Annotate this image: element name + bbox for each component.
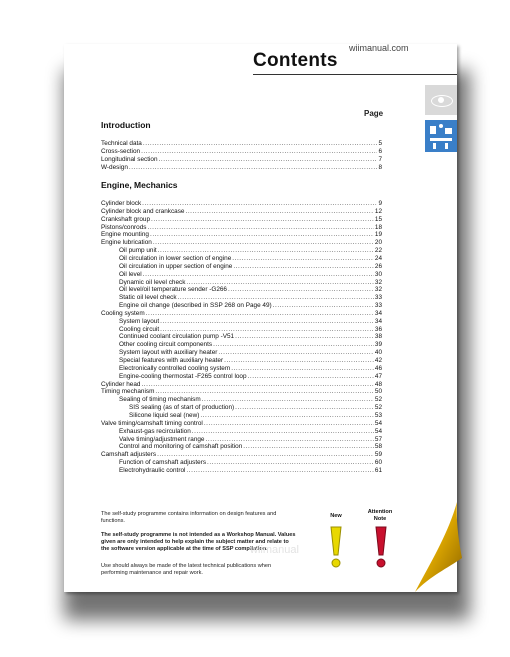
toc-entry-label: Continued coolant circulation pump -V51 (119, 333, 235, 341)
toc-entry-page: 8 (378, 163, 382, 171)
toc-entry-label: Longitudinal section (101, 155, 158, 163)
toc-entry-page: 34 (374, 317, 382, 325)
toc-entry[interactable] (119, 466, 382, 475)
toc-entry-label: Oil circulation in upper section of engine (119, 262, 233, 270)
toc-entry-page: 33 (374, 294, 382, 302)
attention-label: Attention Note (367, 509, 393, 522)
footer-advice: Use should always be made of the latest technical publications when performing maintenance and repair work. (101, 563, 272, 576)
toc-entry-label: Engine oil change (described in SSP 268 on Page 49) (119, 302, 272, 310)
toc-entry-label: Function of camshaft adjusters (119, 459, 207, 467)
toc-entry-page: 52 (374, 404, 382, 412)
toc-entry-page: 20 (374, 239, 382, 247)
toc-entry-page: 42 (374, 357, 382, 364)
toc-entry-page: 54 (374, 419, 382, 427)
header-rule (253, 74, 457, 75)
toc-entry-label: Electrohydraulic control (119, 466, 186, 474)
toc-entry-label: Cylinder head (101, 380, 141, 388)
toc-entry-label: Valve timing/camshaft timing control (101, 419, 203, 427)
toc-entry-page: 5 (378, 140, 382, 147)
toc-entry-page: 6 (378, 147, 382, 155)
toc-entry-page: 15 (374, 215, 382, 223)
toc-entry-label: Technical data (101, 140, 142, 147)
toc-entry-page: 46 (374, 364, 382, 372)
toc-entry-page: 50 (374, 388, 382, 396)
eye-icon (425, 85, 457, 115)
toc-entry-label: Static oil level check (119, 294, 177, 302)
toc-entry-label: W-design (101, 163, 128, 171)
toc-entry-label: Oil pump unit (119, 247, 157, 255)
toc-entry-label: Exhaust-gas recirculation (119, 427, 191, 435)
workshop-icon (425, 120, 457, 152)
footer-notice: The self-study programme is not intended as a Workshop Manual. Values given are only intended to help explain the subject matter and relate to the software version applicable at the time of SSP compilation. (101, 532, 296, 552)
toc-entry-label: Dynamic oil level check (119, 278, 186, 286)
toc-entry-page: 19 (374, 231, 382, 239)
toc-entry-page: 52 (374, 396, 382, 404)
watermark-overlay: wiimanual (250, 544, 299, 556)
toc-entry-page: 9 (378, 200, 382, 207)
toc-entry-label: SIS sealing (as of start of production) (129, 404, 235, 412)
toc-entry-label: Control and monitoring of camshaft position (119, 443, 243, 451)
toc-entry-label: Engine mounting (101, 231, 149, 239)
toc-entry-page: 32 (374, 286, 382, 294)
page-title: Contents (253, 50, 338, 71)
toc-entry-page: 34 (374, 309, 382, 317)
toc-entry-page: 18 (374, 223, 382, 231)
toc-entry-page: 53 (374, 411, 382, 419)
toc-entry-page: 61 (374, 466, 382, 474)
toc-entry-label: Timing mechanism (101, 388, 155, 396)
footer-intro: The self-study programme contains information on design features and functions. (101, 511, 277, 524)
toc-entry-label: Oil circulation in lower section of engine (119, 254, 232, 262)
toc-entry-label: Special features with auxiliary heater (119, 357, 224, 364)
toc-entry-page: 30 (374, 270, 382, 278)
toc-entry-label: Sealing of timing mechanism (119, 396, 201, 404)
toc-entry-label: Oil level (119, 270, 142, 278)
toc-entry-page: 40 (374, 349, 382, 357)
toc-entry-page: 59 (374, 451, 382, 459)
toc-entry-label: Other cooling circuit components (119, 341, 213, 349)
attention-exclamation-icon (370, 525, 392, 570)
toc-entry-page: 7 (378, 155, 382, 163)
toc-leader-dots (186, 466, 373, 475)
toc-entry-page: 12 (374, 207, 382, 215)
toc-entry-label: Electronically controlled cooling system (119, 364, 231, 372)
toc-entry-label: Cylinder block and crankcase (101, 207, 185, 215)
toc-entry-page: 33 (374, 302, 382, 310)
toc-entry-page: 58 (374, 443, 382, 451)
toc-entry-page: 24 (374, 254, 382, 262)
toc-leader-dots (129, 163, 378, 172)
toc-entry-label: System layout with auxiliary heater (119, 349, 218, 357)
toc-entry-label: Camshaft adjusters (101, 451, 157, 459)
toc-entry-page: 32 (374, 278, 382, 286)
toc-entry-label: Cylinder block (101, 200, 142, 207)
toc-entry-label: Cooling circuit (119, 325, 160, 333)
toc-entry-page: 38 (374, 333, 382, 341)
toc-entry-label: Crankshaft group (101, 215, 151, 223)
toc-entry-page: 60 (374, 459, 382, 467)
section-title-engine-mechanics: Engine, Mechanics (101, 180, 178, 190)
toc-entry-page: 39 (374, 341, 382, 349)
page-curl-icon (410, 498, 470, 598)
toc-entry-page: 54 (374, 427, 382, 435)
watermark-site: wiimanual.com (349, 43, 409, 53)
toc-entry-label: Pistons/conrods (101, 223, 147, 231)
page-column-label: Page (364, 109, 384, 118)
toc-entry-page: 57 (374, 435, 382, 443)
toc-entry-page: 22 (374, 247, 382, 255)
toc-entry[interactable] (101, 163, 382, 172)
toc-entry-label: System layout (119, 317, 160, 325)
toc-entry-page: 26 (374, 262, 382, 270)
toc-entry-label: Valve timing/adjustment range (119, 435, 205, 443)
toc-entry-label: Cross-section (101, 147, 141, 155)
new-exclamation-icon (325, 525, 347, 570)
toc-entry-page: 48 (374, 380, 382, 388)
toc-entry-label: Oil level/oil temperature sender -G266 (119, 286, 227, 294)
toc-entry-label: Engine lubrication (101, 239, 152, 247)
toc-entry-page: 36 (374, 325, 382, 333)
toc-entry-page: 47 (374, 372, 382, 380)
toc-entry-label: Silicone liquid seal (new) (129, 411, 200, 419)
new-label: New (330, 513, 342, 519)
section-title-introduction: Introduction (101, 120, 151, 130)
toc-entry-label: Engine-cooling thermostat -F265 control loop (119, 372, 247, 380)
toc-entry-label: Cooling system (101, 309, 145, 317)
